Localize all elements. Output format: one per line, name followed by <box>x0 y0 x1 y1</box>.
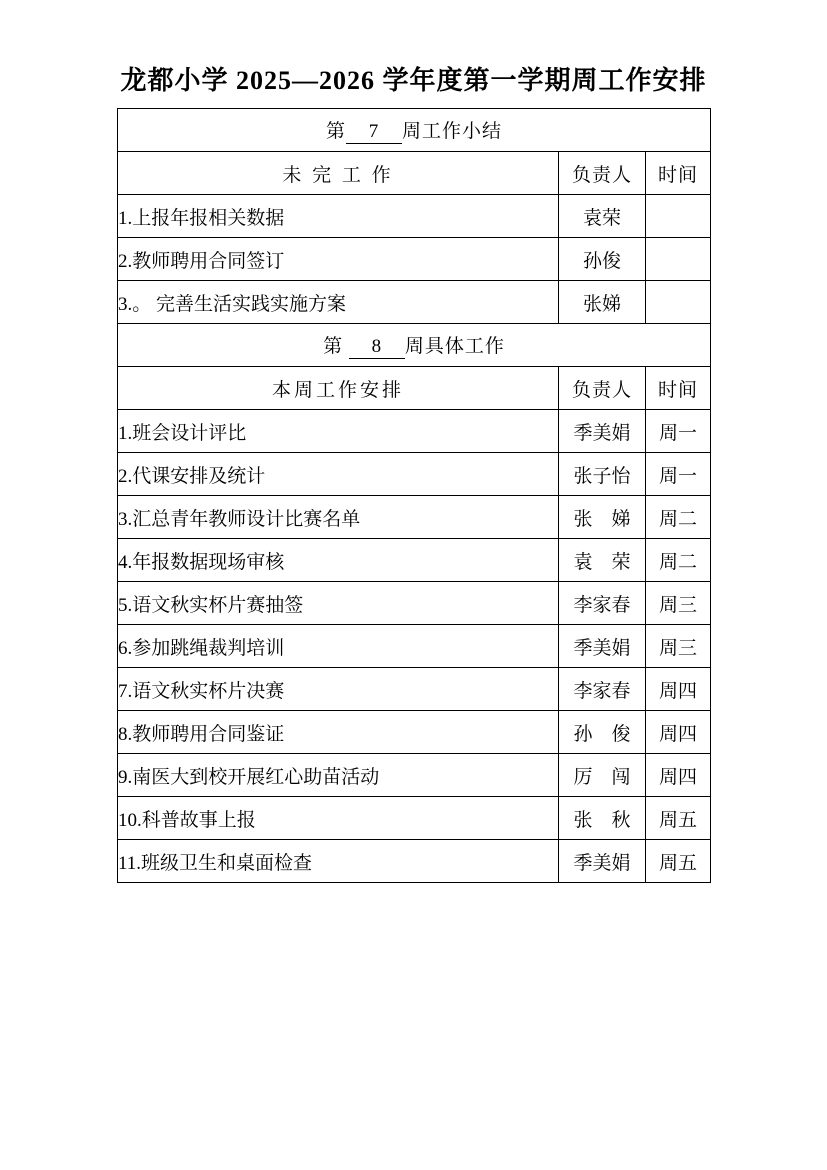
plan-row-6 <box>118 625 711 668</box>
plan-week-number: 8 <box>349 337 405 359</box>
summary-section-title <box>118 109 711 152</box>
plan-section-header-row <box>118 324 711 367</box>
time-cell: 周三 <box>646 625 711 668</box>
owner-cell: 孙俊 <box>559 238 646 281</box>
plan-row-9 <box>118 754 711 797</box>
time-cell <box>646 195 711 238</box>
task-cell: 10.科普故事上报 <box>118 797 559 840</box>
task-cell: 2.教师聘用合同签订 <box>118 238 559 281</box>
owner-cell: 张娣 <box>559 281 646 324</box>
plan-row-2 <box>118 453 711 496</box>
time-cell: 周三 <box>646 582 711 625</box>
time-cell: 周五 <box>646 840 711 883</box>
owner-cell: 袁荣 <box>559 195 646 238</box>
time-cell <box>646 281 711 324</box>
summary-columns-header-row <box>118 152 711 195</box>
task-cell: 6.参加跳绳裁判培训 <box>118 625 559 668</box>
owner-cell: 张 娣 <box>559 496 646 539</box>
summary-column-owner: 负责人 <box>559 152 646 195</box>
summary-row-1 <box>118 195 711 238</box>
time-cell: 周四 <box>646 711 711 754</box>
plan-row-4 <box>118 539 711 582</box>
task-cell: 1.班会设计评比 <box>118 410 559 453</box>
time-cell: 周二 <box>646 539 711 582</box>
owner-cell: 袁 荣 <box>559 539 646 582</box>
plan-row-8 <box>118 711 711 754</box>
summary-row-3 <box>118 281 711 324</box>
time-cell: 周一 <box>646 410 711 453</box>
plan-column-time: 时间 <box>646 367 711 410</box>
summary-section-suffix: 周工作小结 <box>402 121 503 143</box>
task-cell: 9.南医大到校开展红心助苗活动 <box>118 754 559 797</box>
plan-columns-header-row <box>118 367 711 410</box>
weekly-work-schedule-table <box>117 108 711 883</box>
task-cell: 7.语文秋实杯片决赛 <box>118 668 559 711</box>
plan-row-3 <box>118 496 711 539</box>
plan-column-task: 本周工作安排 <box>118 367 559 410</box>
plan-row-5 <box>118 582 711 625</box>
summary-section-prefix: 第 <box>326 121 347 143</box>
summary-week-number: 7 <box>346 122 402 144</box>
owner-cell: 厉 闯 <box>559 754 646 797</box>
summary-row-2 <box>118 238 711 281</box>
plan-row-10 <box>118 797 711 840</box>
time-cell: 周一 <box>646 453 711 496</box>
plan-column-owner: 负责人 <box>559 367 646 410</box>
owner-cell: 季美娟 <box>559 410 646 453</box>
owner-cell: 李家春 <box>559 668 646 711</box>
owner-cell: 张子怡 <box>559 453 646 496</box>
task-cell: 3.。 完善生活实践实施方案 <box>118 281 559 324</box>
time-cell: 周二 <box>646 496 711 539</box>
owner-cell: 孙 俊 <box>559 711 646 754</box>
summary-column-time: 时间 <box>646 152 711 195</box>
owner-cell: 季美娟 <box>559 840 646 883</box>
task-cell: 4.年报数据现场审核 <box>118 539 559 582</box>
time-cell <box>646 238 711 281</box>
time-cell: 周五 <box>646 797 711 840</box>
plan-section-suffix: 周具体工作 <box>404 336 505 358</box>
plan-row-1 <box>118 410 711 453</box>
time-cell: 周四 <box>646 668 711 711</box>
plan-section-prefix: 第 <box>323 336 349 358</box>
task-cell: 8.教师聘用合同鉴证 <box>118 711 559 754</box>
owner-cell: 张 秋 <box>559 797 646 840</box>
task-cell: 3.汇总青年教师设计比赛名单 <box>118 496 559 539</box>
owner-cell: 季美娟 <box>559 625 646 668</box>
task-cell: 2.代课安排及统计 <box>118 453 559 496</box>
plan-section-title <box>118 324 711 367</box>
owner-cell: 李家春 <box>559 582 646 625</box>
task-cell: 11.班级卫生和桌面检查 <box>118 840 559 883</box>
summary-column-task: 未 完 工 作 <box>118 152 559 195</box>
summary-section-header-row <box>118 109 711 152</box>
time-cell: 周四 <box>646 754 711 797</box>
page-title: 龙都小学 2025—2026 学年度第一学期周工作安排 <box>120 66 707 95</box>
plan-row-7 <box>118 668 711 711</box>
task-cell: 1.上报年报相关数据 <box>118 195 559 238</box>
plan-row-11 <box>118 840 711 883</box>
task-cell: 5.语文秋实杯片赛抽签 <box>118 582 559 625</box>
